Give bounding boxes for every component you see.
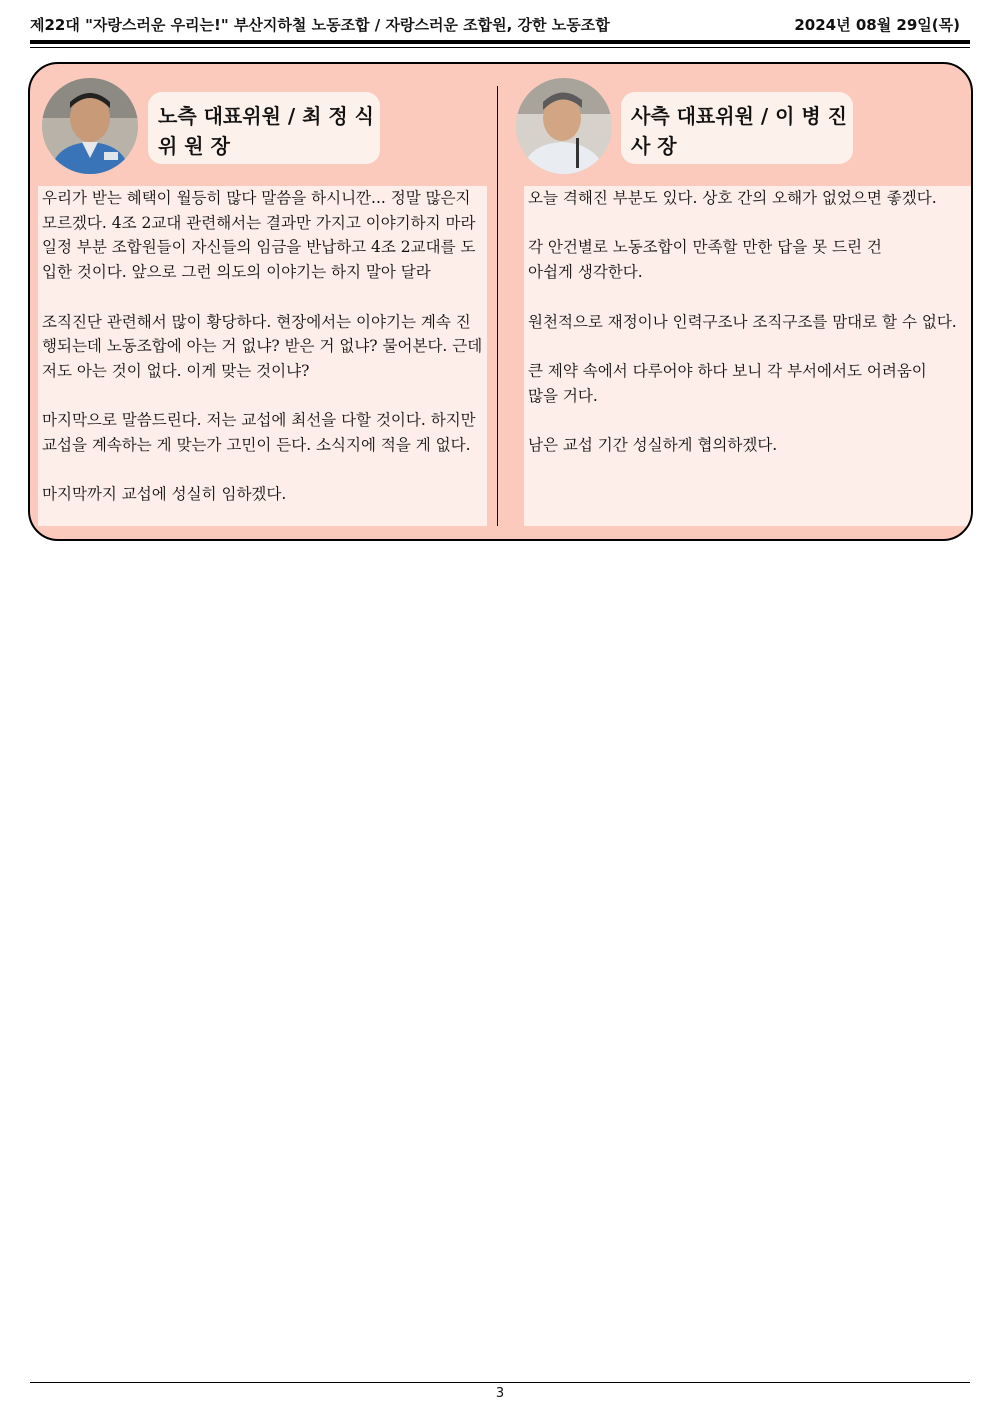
union-representative-photo [42, 78, 138, 174]
page-header [30, 8, 970, 40]
page-number: 3 [495, 1386, 505, 1401]
statement-line: 조직진단 관련해서 많이 황당하다. 현장에서는 이야기는 계속 진 [42, 312, 471, 331]
management-statement [524, 186, 973, 526]
statement-line: 저도 아는 것이 없다. 이게 맞는 것이냐? [42, 361, 310, 380]
statement-line: 각 안건별로 노동조합이 만족할 만한 답을 못 드린 건 [528, 238, 882, 257]
statement-line: 우리가 받는 혜택이 월등히 많다 말씀을 하시니깐... 정말 많은지 [42, 189, 471, 207]
column-divider [497, 86, 498, 526]
management-representative-title: 사 장 [631, 134, 677, 158]
statement-line: 남은 교섭 기간 성실하게 협의하겠다. [528, 436, 778, 454]
header-rule-thick [30, 40, 970, 44]
union-representative-name-card [148, 92, 380, 164]
management-representative-photo [516, 78, 612, 174]
issue-date: 2024년 08월 29일(목) [794, 16, 960, 34]
statement-line: 오늘 격해진 부분도 있다. 상호 간의 오해가 없었으면 좋겠다. [528, 189, 937, 207]
union-representative-name: 노측 대표위원 / 최 정 식 [158, 104, 374, 128]
statement-line: 교섭을 계속하는 게 맞는가 고민이 든다. 소식지에 적을 게 없다. [42, 436, 471, 454]
footer-rule [30, 1382, 970, 1383]
statement-line: 일정 부분 조합원들이 자신들의 임금을 반납하고 4조 2교대를 도 [42, 238, 476, 257]
union-representative-title: 위 원 장 [158, 134, 230, 158]
statement-line: 많을 거다. [528, 386, 598, 405]
statement-line: 입한 것이다. 앞으로 그런 의도의 이야기는 하지 말아 달라 [42, 263, 431, 282]
statement-line: 큰 제약 속에서 다루어야 하다 보니 각 부서에서도 어려움이 [528, 361, 927, 380]
statement-line: 마지막으로 말씀드린다. 저는 교섭에 최선을 다할 것이다. 하지만 [42, 411, 476, 430]
newsletter-title: 제22대 "자랑스러운 우리는!" 부산지하철 노동조합 / 자랑스러운 조합원, 강한 노동조합 [30, 16, 610, 34]
union-statement [38, 186, 487, 526]
statement-line: 마지막까지 교섭에 성실히 임하겠다. [42, 485, 287, 504]
management-representative-name-card [621, 92, 853, 164]
statement-line: 아쉽게 생각한다. [528, 263, 643, 282]
statement-line: 원천적으로 재정이나 인력구조나 조직구조를 맘대로 할 수 없다. [528, 312, 957, 331]
statements-panel [28, 62, 973, 541]
management-representative-name: 사측 대표위원 / 이 병 진 [631, 104, 847, 128]
statement-line: 모르겠다. 4조 2교대 관련해서는 결과만 가지고 이야기하지 마라 [42, 213, 476, 232]
statement-line: 행되는데 노동조합에 아는 거 없냐? 받은 거 없냐? 물어본다. 근데 [42, 337, 483, 356]
header-rule-thin [30, 47, 970, 48]
